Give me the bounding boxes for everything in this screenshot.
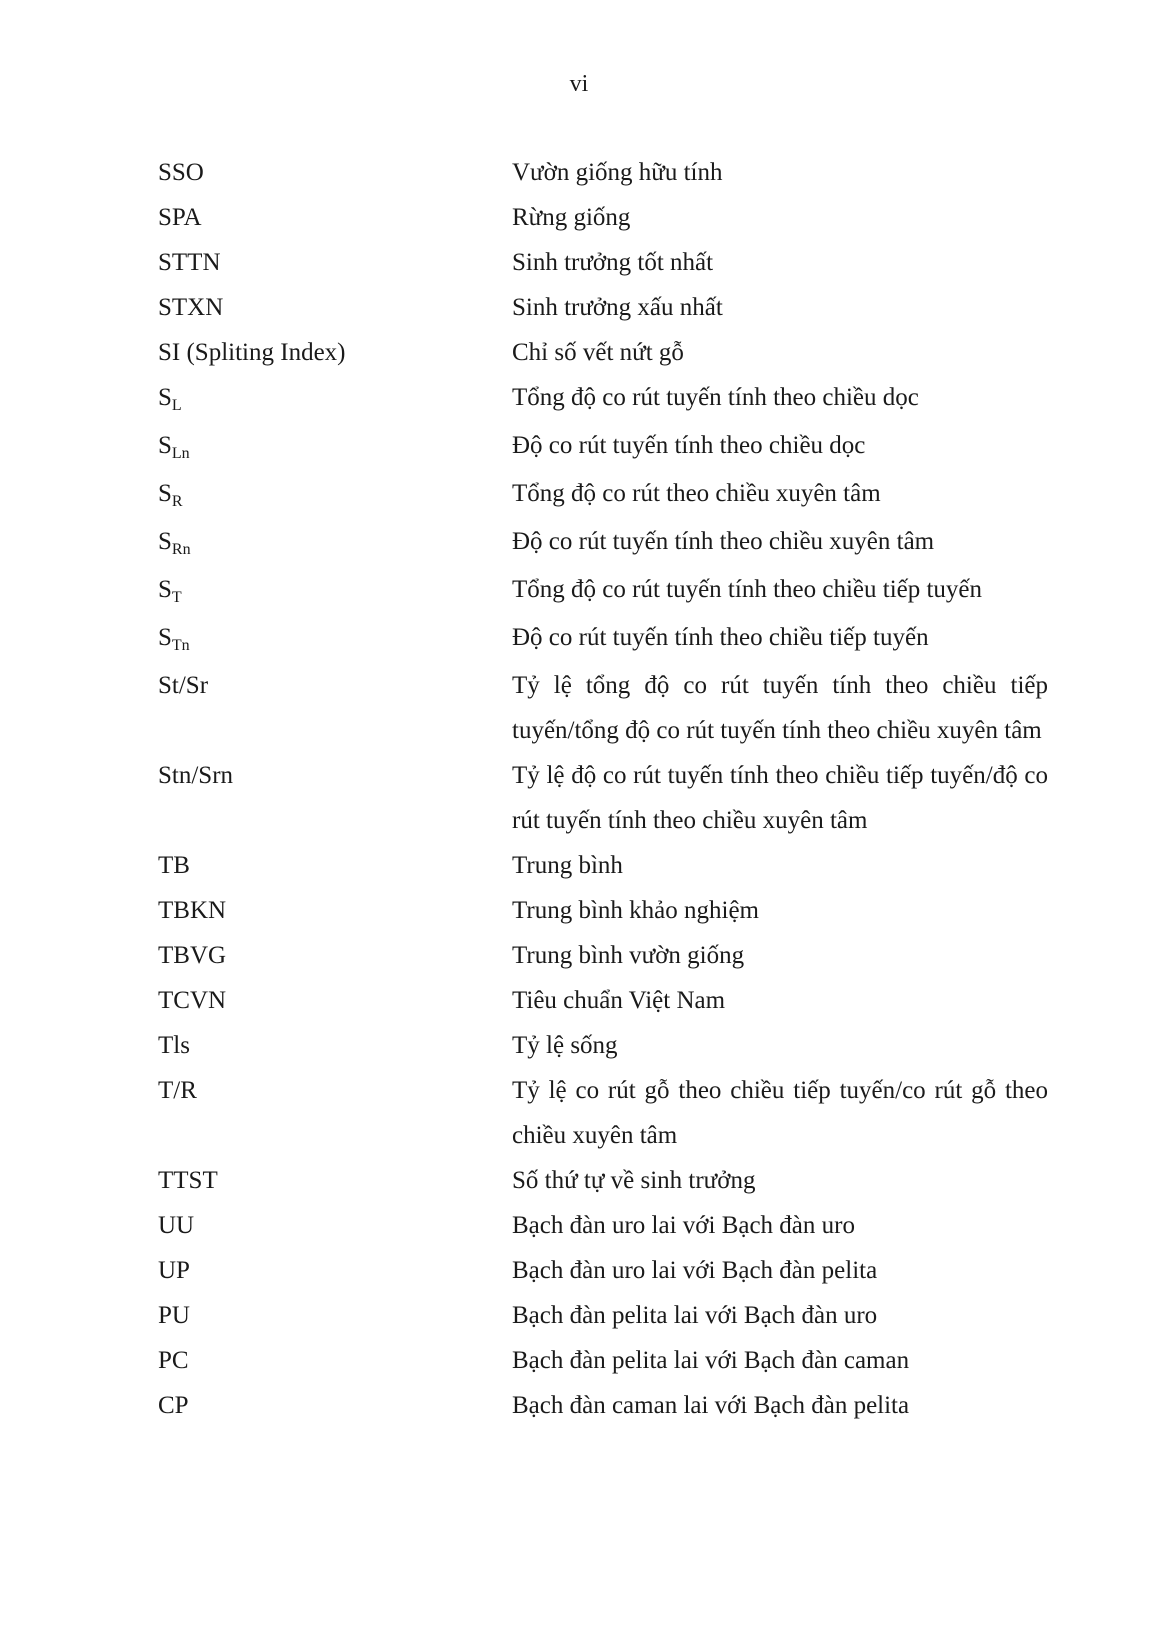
term-subscript: R xyxy=(171,493,183,510)
abbreviation-term xyxy=(158,1248,512,1293)
abbreviation-definition: Tỷ lệ tổng độ co rút tuyến tính theo chiều tiếp tuyến/tổng độ co rút tuyến tính theo chiều xuyên tâm xyxy=(512,672,1048,744)
abbreviation-term xyxy=(158,753,512,843)
abbreviation-definition: Chỉ số vết nứt gỗ xyxy=(512,339,684,366)
abbreviation-definition: Trung bình vườn giống xyxy=(512,942,745,969)
abbreviation-row xyxy=(158,1203,1048,1248)
abbreviation-term xyxy=(158,567,512,615)
abbreviation-definition: Số thứ tự về sinh trưởng xyxy=(512,1167,756,1194)
term-text: TBKN xyxy=(158,897,227,924)
abbreviation-definition: Tổng độ co rút tuyến tính theo chiều tiếp tuyến xyxy=(512,576,983,603)
abbreviation-row xyxy=(158,753,1048,843)
abbreviation-definition: Sinh trưởng xấu nhất xyxy=(512,294,723,321)
term-text: Tls xyxy=(158,1032,190,1059)
page-number: vi xyxy=(569,71,589,97)
abbreviation-term xyxy=(158,423,512,471)
term-text: Stn/Srn xyxy=(158,762,234,789)
term-text: STXN xyxy=(158,294,224,321)
abbreviation-row xyxy=(158,195,1048,240)
term-text: TCVN xyxy=(158,987,227,1014)
abbreviation-row xyxy=(158,423,1048,471)
abbreviation-definition: Tổng độ co rút tuyến tính theo chiều dọc xyxy=(512,384,919,411)
abbreviation-term xyxy=(158,615,512,663)
term-subscript: Ln xyxy=(171,445,190,462)
term-text: STTN xyxy=(158,249,221,276)
term-text: St/Sr xyxy=(158,672,209,699)
term-text: SPA xyxy=(158,204,202,231)
abbreviation-row xyxy=(158,888,1048,933)
abbreviation-term xyxy=(158,933,512,978)
abbreviation-row xyxy=(158,933,1048,978)
abbreviation-term xyxy=(158,375,512,423)
abbreviation-definition: Trung bình xyxy=(512,852,623,879)
abbreviation-row xyxy=(158,1158,1048,1203)
term-subscript: Tn xyxy=(171,637,190,654)
abbreviation-definition: Tỷ lệ co rút gỗ theo chiều tiếp tuyến/co rút gỗ theo chiều xuyên tâm xyxy=(512,1077,1048,1149)
abbreviation-term xyxy=(158,1338,512,1383)
term-text: S xyxy=(158,480,172,507)
abbreviation-row xyxy=(158,150,1048,195)
abbreviation-term xyxy=(158,663,512,753)
abbreviation-definition: Độ co rút tuyến tính theo chiều xuyên tâm xyxy=(512,528,935,555)
abbreviation-row xyxy=(158,285,1048,330)
abbreviation-definition: Độ co rút tuyến tính theo chiều dọc xyxy=(512,432,866,459)
term-text: S xyxy=(158,624,172,651)
term-subscript: T xyxy=(171,589,182,606)
term-text: PC xyxy=(158,1347,189,1374)
term-text: S xyxy=(158,528,172,555)
abbreviation-row xyxy=(158,471,1048,519)
abbreviation-definition: Bạch đàn uro lai với Bạch đàn uro xyxy=(512,1212,855,1239)
abbreviation-row xyxy=(158,519,1048,567)
abbreviation-term xyxy=(158,1293,512,1338)
abbreviation-term xyxy=(158,150,512,195)
abbreviation-term xyxy=(158,519,512,567)
abbreviation-definition: Bạch đàn pelita lai với Bạch đàn caman xyxy=(512,1347,910,1374)
term-text: S xyxy=(158,384,172,411)
term-text: TBVG xyxy=(158,942,227,969)
term-subscript: Rn xyxy=(171,541,191,558)
abbreviation-definition: Bạch đàn uro lai với Bạch đàn pelita xyxy=(512,1257,878,1284)
abbreviation-row xyxy=(158,615,1048,663)
abbreviation-term xyxy=(158,330,512,375)
abbreviation-definition: Tiêu chuẩn Việt Nam xyxy=(512,987,726,1014)
abbreviation-term xyxy=(158,240,512,285)
abbreviation-definition: Trung bình khảo nghiệm xyxy=(512,897,759,924)
abbreviation-row xyxy=(158,1383,1048,1428)
abbreviation-term xyxy=(158,1203,512,1248)
abbreviation-definition: Tỷ lệ độ co rút tuyến tính theo chiều tiếp tuyến/độ co rút tuyến tính theo chiều xuyên tâm xyxy=(512,762,1048,834)
abbreviation-row xyxy=(158,375,1048,423)
term-text: TB xyxy=(158,852,190,879)
term-text: T/R xyxy=(158,1077,197,1104)
abbreviation-definition: Bạch đàn caman lai với Bạch đàn pelita xyxy=(512,1392,910,1419)
abbreviation-definition: Tổng độ co rút theo chiều xuyên tâm xyxy=(512,480,881,507)
term-text: UP xyxy=(158,1257,190,1284)
abbreviation-row xyxy=(158,240,1048,285)
abbreviation-term xyxy=(158,195,512,240)
abbreviation-term xyxy=(158,471,512,519)
abbreviation-row xyxy=(158,1293,1048,1338)
abbreviation-row xyxy=(158,567,1048,615)
abbreviation-row xyxy=(158,1248,1048,1293)
abbreviation-row xyxy=(158,663,1048,753)
abbreviation-term xyxy=(158,843,512,888)
abbreviation-definition: Tỷ lệ sống xyxy=(512,1032,618,1059)
abbreviation-row xyxy=(158,843,1048,888)
abbreviation-term xyxy=(158,285,512,330)
abbreviation-row xyxy=(158,330,1048,375)
abbreviation-row xyxy=(158,1338,1048,1383)
term-text: SSO xyxy=(158,159,204,186)
abbreviation-term xyxy=(158,978,512,1023)
term-text: UU xyxy=(158,1212,195,1239)
abbreviation-definition: Vườn giống hữu tính xyxy=(512,159,723,186)
term-text: S xyxy=(158,432,172,459)
abbreviation-term xyxy=(158,1158,512,1203)
term-text: TTST xyxy=(158,1167,218,1194)
abbreviation-term xyxy=(158,1068,512,1158)
abbreviation-term xyxy=(158,1383,512,1428)
abbreviation-definition: Bạch đàn pelita lai với Bạch đàn uro xyxy=(512,1302,878,1329)
abbreviation-definition: Sinh trưởng tốt nhất xyxy=(512,249,714,276)
abbreviation-list xyxy=(158,150,1048,1428)
abbreviation-term xyxy=(158,1023,512,1068)
abbreviation-row xyxy=(158,978,1048,1023)
abbreviation-definition: Độ co rút tuyến tính theo chiều tiếp tuyến xyxy=(512,624,929,651)
term-text: PU xyxy=(158,1302,190,1329)
abbreviation-definition: Rừng giống xyxy=(512,204,631,231)
term-text: S xyxy=(158,576,172,603)
term-subscript: L xyxy=(171,397,182,414)
term-text: SI (Spliting Index) xyxy=(158,339,346,366)
term-text: CP xyxy=(158,1392,189,1419)
abbreviation-row xyxy=(158,1023,1048,1068)
abbreviation-term xyxy=(158,888,512,933)
abbreviation-row xyxy=(158,1068,1048,1158)
